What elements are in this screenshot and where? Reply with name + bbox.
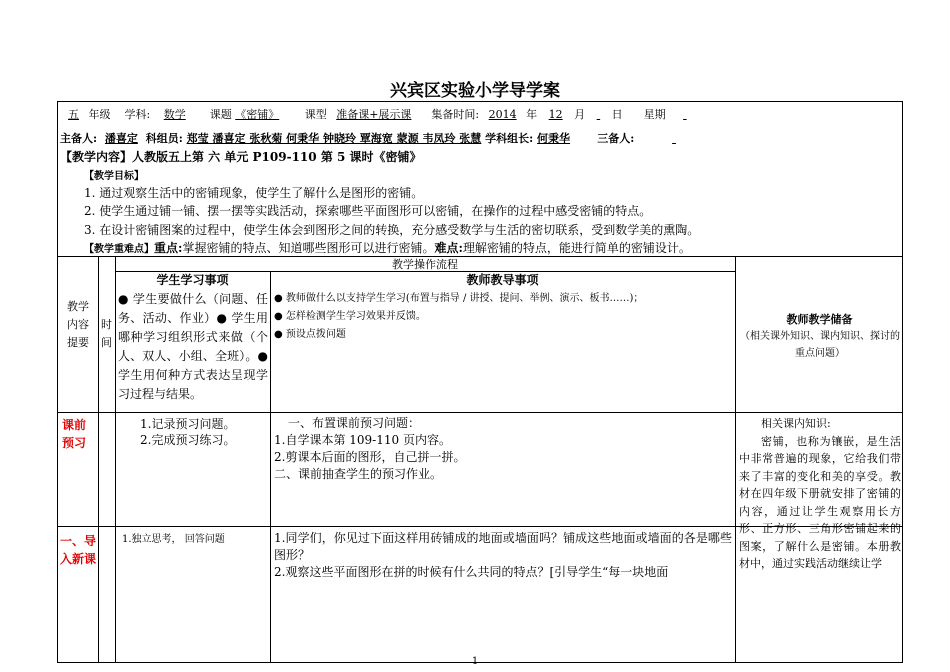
type-value: 准备课+展示课 — [336, 108, 412, 121]
grade-label: 年级 — [88, 108, 111, 121]
content-column-header: 教学内容提要 — [67, 300, 89, 349]
subject-value: 数学 — [163, 108, 186, 121]
preview-teacher-item-4: 二、课前抽查学生的预习作业。 — [274, 467, 443, 481]
header-row-2 — [60, 130, 903, 146]
preview-teacher-item-1: 一、布置课前预习问题： — [288, 416, 421, 430]
lesson-plan-table — [57, 101, 903, 663]
members-value: 郑莹 潘喜定 张秋菊 何秉华 钟晓玲 覃海宽 蒙源 韦凤玲 张慧 — [186, 132, 482, 145]
header-row-1 — [62, 106, 903, 122]
row-preview-teacher — [274, 415, 734, 483]
lesson-label: 课题 — [209, 108, 232, 121]
intro-teacher-item-2: 2.观察这些平面图形在拼的时候有什么共同的特点？[引导学生“每一块地面 — [274, 565, 669, 579]
third-label: 三备人: — [597, 132, 635, 145]
page-number: 1 — [471, 656, 479, 667]
lesson-value: 《密铺》 — [235, 108, 280, 121]
preview-teacher-item-2: 1.自学课本第 109-110 页内容。 — [274, 433, 451, 447]
subject-label: 学科: — [124, 108, 151, 121]
key-label: 重点: — [154, 241, 183, 255]
reserve-content-text: 密铺，也称为镶嵌，是生活中非常普遍的现象，它给我们带来了丰富的变化和美的享受。教材在四年级下册就安排了密铺的内容，通过让学生观察用长方形、正方形、三角形密铺起来的图案，了解什么是密铺。本册教材中，通过实践活动继续让学 — [739, 434, 901, 570]
hard-text: 理解密铺的特点，能进行简单的密铺设计。 — [462, 241, 691, 255]
month-value: 12 — [548, 108, 563, 121]
row-intro-teacher — [274, 530, 732, 581]
members-label: 科组员: — [145, 132, 183, 145]
goal-item-2: 2. 使学生通过铺一铺、摆一摆等实践活动，探索哪些平面图形可以密铺，在操作的过程中感受密铺的特点。 — [84, 204, 652, 218]
keypoints-label: 【教学重难点】 — [84, 244, 154, 255]
preview-student-item-2: 2.完成预习练习。 — [140, 433, 236, 447]
week-label: 星期 — [643, 108, 666, 121]
student-column-title: 学生学习事项 — [156, 273, 229, 287]
time-label: 集备时间: — [431, 108, 480, 121]
goal-item-1: 1. 通过观察生活中的密铺现象，使学生了解什么是图形的密铺。 — [84, 186, 424, 200]
row-preview-student — [118, 416, 268, 448]
teacher-column-desc — [274, 290, 734, 344]
reserve-content — [739, 415, 901, 573]
hard-label: 难点: — [434, 241, 463, 255]
teaching-content: 【教学内容】人教版五上第 六 单元 P109-110 第 5 课时《密铺》 — [60, 150, 422, 164]
row-intro-label: 一、导入新课 — [60, 534, 97, 566]
key-points — [84, 239, 903, 256]
page-title: 兴宾区实验小学导学案 — [390, 81, 560, 101]
year-value: 2014 — [488, 108, 517, 121]
goals-label: 【教学目标】 — [84, 171, 144, 182]
lead-value: 潘喜定 — [104, 132, 138, 145]
type-label: 课型 — [304, 108, 327, 121]
goal-item-3: 3. 在设计密铺图案的过程中，使学生体会到图形之间的转换，充分感受数学与生活的密切联系，受到数学美的熏陶。 — [84, 223, 700, 237]
teacher-desc-item-2: ● 怎样检测学生学习效果并反馈。 — [274, 311, 426, 322]
teacher-desc-item-3: ● 预设点拨问题 — [274, 329, 346, 340]
head-value: 何秉华 — [537, 132, 571, 145]
preview-teacher-item-3: 2.剪课本后面的图形，自己拼一拼。 — [274, 450, 466, 464]
preview-student-item-1: 1.记录预习问题。 — [140, 417, 236, 431]
head-label: 学科组长: — [485, 132, 534, 145]
student-column-desc: ● 学生要做什么（问题、任务、活动、作业）● 学生用哪种学习组织形式来做（个人、双人、小组、全班）。● 学生用何种方式表达呈现学习过程与结果。 — [118, 292, 268, 401]
row-intro-student: 1.独立思考， 回答问题 — [122, 534, 225, 545]
grade-value: 五 — [68, 108, 79, 121]
reserve-column-desc: （相关课外知识、课内知识、探讨的重点问题） — [740, 331, 900, 359]
time-column-header: 时间 — [101, 318, 112, 349]
day-label: 日 — [611, 108, 623, 121]
month-label: 月 — [574, 108, 586, 121]
intro-teacher-item-1: 1.同学们，你见过下面这样用砖铺成的地面或墙面吗？铺成这些地面或墙面的各是哪些图形？ — [274, 531, 732, 562]
teacher-column-title: 教师教导事项 — [466, 273, 539, 287]
reserve-content-title: 相关课内知识: — [761, 417, 831, 430]
key-text: 掌握密铺的特点、知道哪些图形可以进行密铺。 — [182, 241, 435, 255]
teacher-desc-item-1: ● 教师做什么以支持学生学习(布置与指导 / 讲授、提问、举例、演示、板书……)； — [274, 293, 644, 304]
flow-title: 教学操作流程 — [392, 258, 458, 271]
year-label: 年 — [526, 108, 538, 121]
row-preview-label: 课前预习 — [62, 418, 87, 450]
reserve-column-title: 教师教学储备 — [786, 313, 853, 326]
lead-label: 主备人: — [60, 132, 98, 145]
